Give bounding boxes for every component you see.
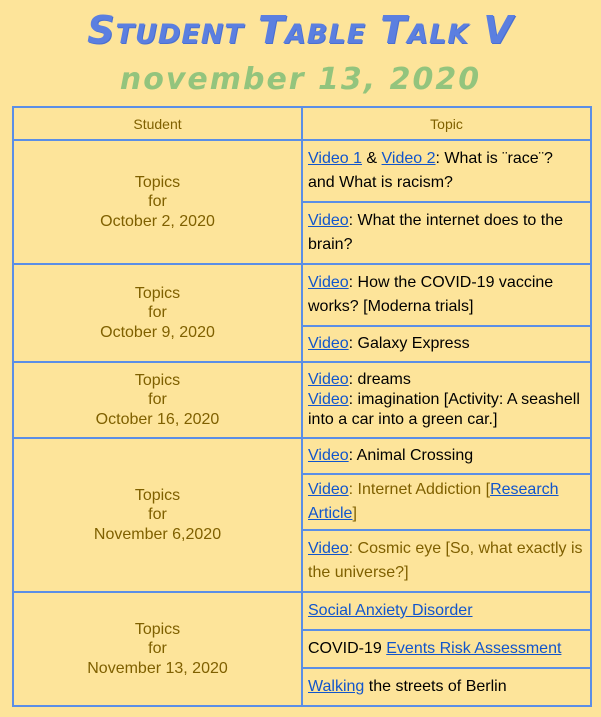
topic-cell xyxy=(302,438,591,474)
events-risk-link[interactable]: Events Risk Assessment xyxy=(386,640,562,657)
video-link[interactable]: Video xyxy=(308,212,349,229)
student-label-for: for xyxy=(148,506,167,524)
student-label-for: for xyxy=(148,640,167,658)
student-cell-oct-16 xyxy=(13,362,302,438)
student-label-topics: Topics xyxy=(134,486,181,504)
topic-text: : dreams xyxy=(348,371,411,388)
table-row xyxy=(13,592,591,630)
research-article-link[interactable]: Research Article xyxy=(308,481,559,522)
topic-cell xyxy=(302,202,591,264)
topic-text: : Internet Addiction [ xyxy=(348,481,491,498)
topic-cell xyxy=(302,530,591,592)
student-label-topics: Topics xyxy=(134,371,181,389)
topic-cell xyxy=(302,474,591,530)
student-label-for: for xyxy=(148,304,167,322)
student-cell-oct-2 xyxy=(13,140,302,264)
table-row xyxy=(13,362,591,438)
video-link[interactable]: Video xyxy=(308,481,349,498)
topic-text: : What is ¨race¨? and What is racism? xyxy=(308,150,553,191)
student-label-topics: Topics xyxy=(134,620,181,638)
social-anxiety-link[interactable]: Social Anxiety Disorder xyxy=(308,602,473,619)
video-link[interactable]: Video xyxy=(308,335,349,352)
student-label-topics: Topics xyxy=(134,284,181,302)
page-date: november 13, 2020 xyxy=(119,62,482,97)
student-cell-oct-9 xyxy=(13,264,302,362)
video-link[interactable]: Video xyxy=(308,274,349,291)
video-link[interactable]: Video xyxy=(308,391,349,408)
topic-text: : What the internet does to the brain? xyxy=(308,212,563,253)
page-title: Student Table Talk V xyxy=(87,8,514,52)
student-label-date: October 2, 2020 xyxy=(100,212,215,230)
student-label-date: November 6,2020 xyxy=(93,525,222,543)
topic-text-end: ] xyxy=(352,505,357,522)
walking-link[interactable]: Walking xyxy=(308,678,365,695)
student-label-topics: Topics xyxy=(134,173,181,191)
topic-cell xyxy=(302,630,591,668)
topic-cell xyxy=(302,326,591,362)
topic-cell xyxy=(302,592,591,630)
topic-text: : Galaxy Express xyxy=(348,335,470,352)
video-link[interactable]: Video xyxy=(308,540,349,557)
topics-table xyxy=(12,106,592,707)
separator-text: & xyxy=(361,150,382,167)
student-label-for: for xyxy=(148,391,167,409)
student-label-for: for xyxy=(148,193,167,211)
student-label-date: October 9, 2020 xyxy=(100,323,215,341)
topic-cell xyxy=(302,140,591,202)
topic-cell xyxy=(302,264,591,326)
topic-text: : Cosmic eye [So, what exactly is the universe?] xyxy=(308,540,583,581)
topic-text: COVID-19 xyxy=(308,640,387,657)
video-1-link[interactable]: Video 1 xyxy=(308,150,362,167)
student-label-date: November 13, 2020 xyxy=(87,659,228,677)
topic-cell xyxy=(302,668,591,706)
table-row xyxy=(13,438,591,474)
table-row xyxy=(13,140,591,202)
table-row xyxy=(13,264,591,326)
table-header-row xyxy=(13,107,591,140)
header-topic: Topic xyxy=(302,107,591,140)
video-link[interactable]: Video xyxy=(308,371,349,388)
topic-text: : How the COVID-19 vaccine works? [Moderna trials] xyxy=(308,274,554,315)
topic-text: : Animal Crossing xyxy=(348,447,474,464)
topic-text: : imagination [Activity: A seashell into a car into a green car.] xyxy=(308,391,580,428)
student-cell-nov-6 xyxy=(13,438,302,592)
video-2-link[interactable]: Video 2 xyxy=(381,150,436,167)
header-student: Student xyxy=(13,107,302,140)
student-label-date: October 16, 2020 xyxy=(95,410,220,428)
video-link[interactable]: Video xyxy=(308,447,349,464)
student-cell-nov-13 xyxy=(13,592,302,706)
topic-cell xyxy=(302,362,591,438)
topic-text: the streets of Berlin xyxy=(364,678,507,695)
